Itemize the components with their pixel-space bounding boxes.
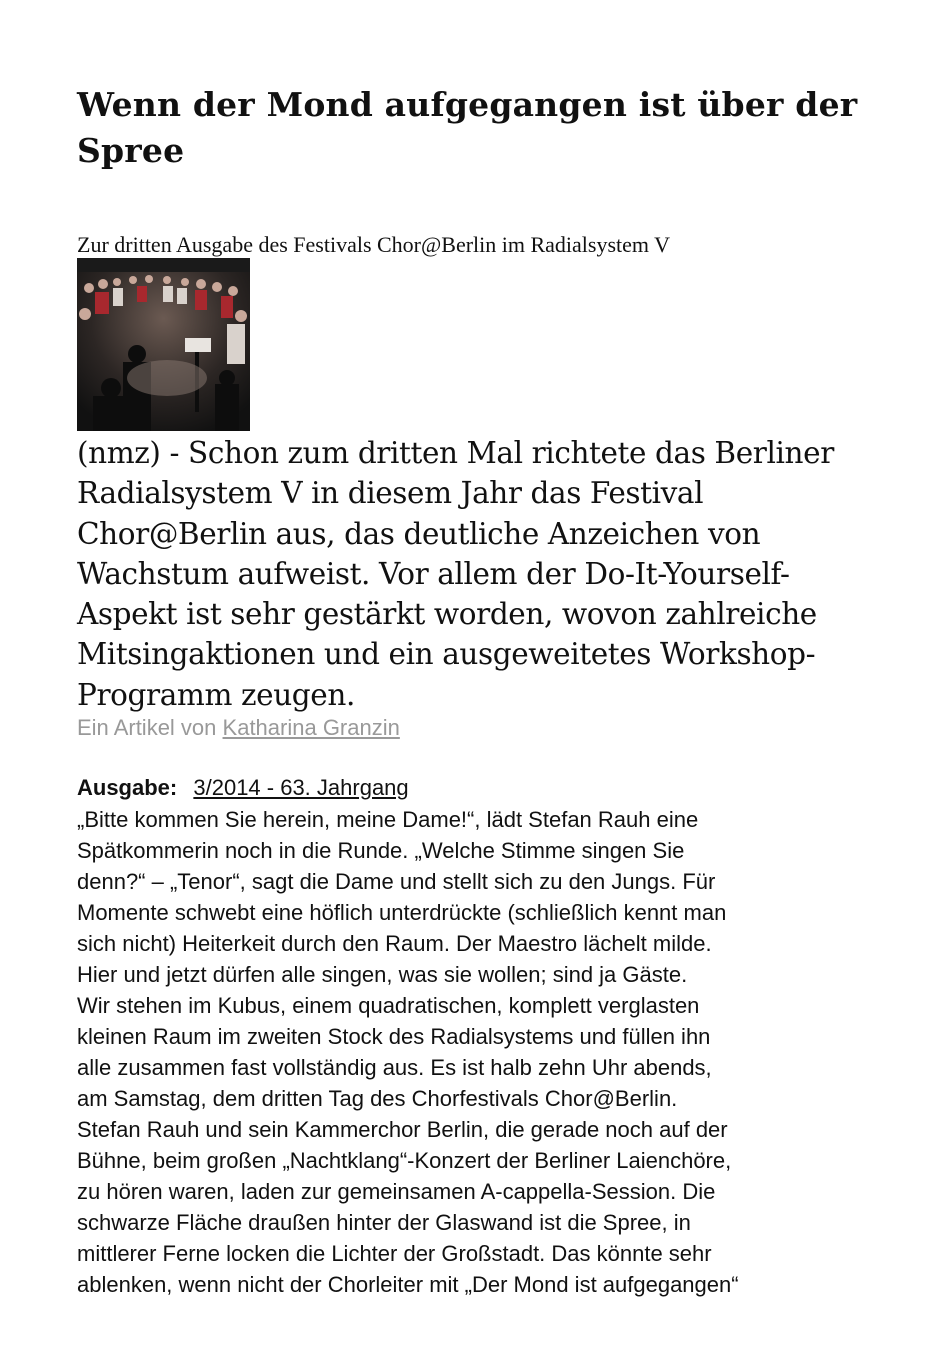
body-line: Spätkommerin noch in die Runde. „Welche Stimme singen Sie: [77, 838, 685, 863]
choir-photo-image: [77, 258, 250, 431]
article-byline: [77, 715, 400, 741]
body-line: Bühne, beim großen „Nachtklang“-Konzert der Berliner Laienchöre,: [77, 1148, 732, 1173]
body-line: Hier und jetzt dürfen alle singen, was sie wollen; sind ja Gäste.: [77, 962, 688, 987]
issue-label: Ausgabe:: [77, 775, 178, 800]
issue-link[interactable]: 3/2014 - 63. Jahrgang: [193, 775, 409, 800]
body-line: Wir stehen im Kubus, einem quadratischen, komplett verglasten: [77, 993, 700, 1018]
article-body: [77, 804, 877, 1300]
body-line: mittlerer Ferne locken die Lichter der Großstadt. Das könnte sehr: [77, 1241, 712, 1266]
body-line: schwarze Fläche draußen hinter der Glaswand ist die Spree, in: [77, 1210, 691, 1235]
article-photo: [77, 258, 250, 431]
body-line: „Bitte kommen Sie herein, meine Dame!“, lädt Stefan Rauh eine: [77, 807, 699, 832]
body-line: am Samstag, dem dritten Tag des Chorfestivals Chor@Berlin.: [77, 1086, 678, 1111]
body-line: alle zusammen fast vollständig aus. Es ist halb zehn Uhr abends,: [77, 1055, 712, 1080]
body-line: denn?“ – „Tenor“, sagt die Dame und stellt sich zu den Jungs. Für: [77, 869, 716, 894]
body-line: sich nicht) Heiterkeit durch den Raum. Der Maestro lächelt milde.: [77, 931, 712, 956]
issue-info: [77, 774, 409, 802]
body-line: kleinen Raum im zweiten Stock des Radialsystems und füllen ihn: [77, 1024, 711, 1049]
body-line: Momente schwebt eine höflich unterdrückte (schließlich kennt man: [77, 900, 727, 925]
byline-prefix: Ein Artikel von: [77, 715, 217, 740]
author-link[interactable]: Katharina Granzin: [222, 715, 400, 740]
body-line: ablenken, wenn nicht der Chorleiter mit „Der Mond ist aufgegangen“: [77, 1272, 739, 1297]
article-lead: (nmz) - Schon zum dritten Mal richtete das Berliner Radialsystem V in diesem Jahr das Festival Chor@Berlin aus, das deutliche Anzeichen von Wachstum aufweist. Vor allem der Do-It-Yourself-Aspekt ist sehr gestärkt worden, wovon zahlreiche Mitsingaktionen und ein ausgeweitetes Workshop-Programm zeugen.: [77, 436, 834, 712]
article-subtitle: Zur dritten Ausgabe des Festivals Chor@Berlin im Radialsystem V: [77, 232, 671, 257]
body-line: Stefan Rauh und sein Kammerchor Berlin, die gerade noch auf der: [77, 1117, 728, 1142]
article-title: Wenn der Mond aufgegangen ist über der Spree: [77, 85, 858, 170]
article: [77, 82, 877, 1297]
body-line: zu hören waren, laden zur gemeinsamen A-cappella-Session. Die: [77, 1179, 716, 1204]
